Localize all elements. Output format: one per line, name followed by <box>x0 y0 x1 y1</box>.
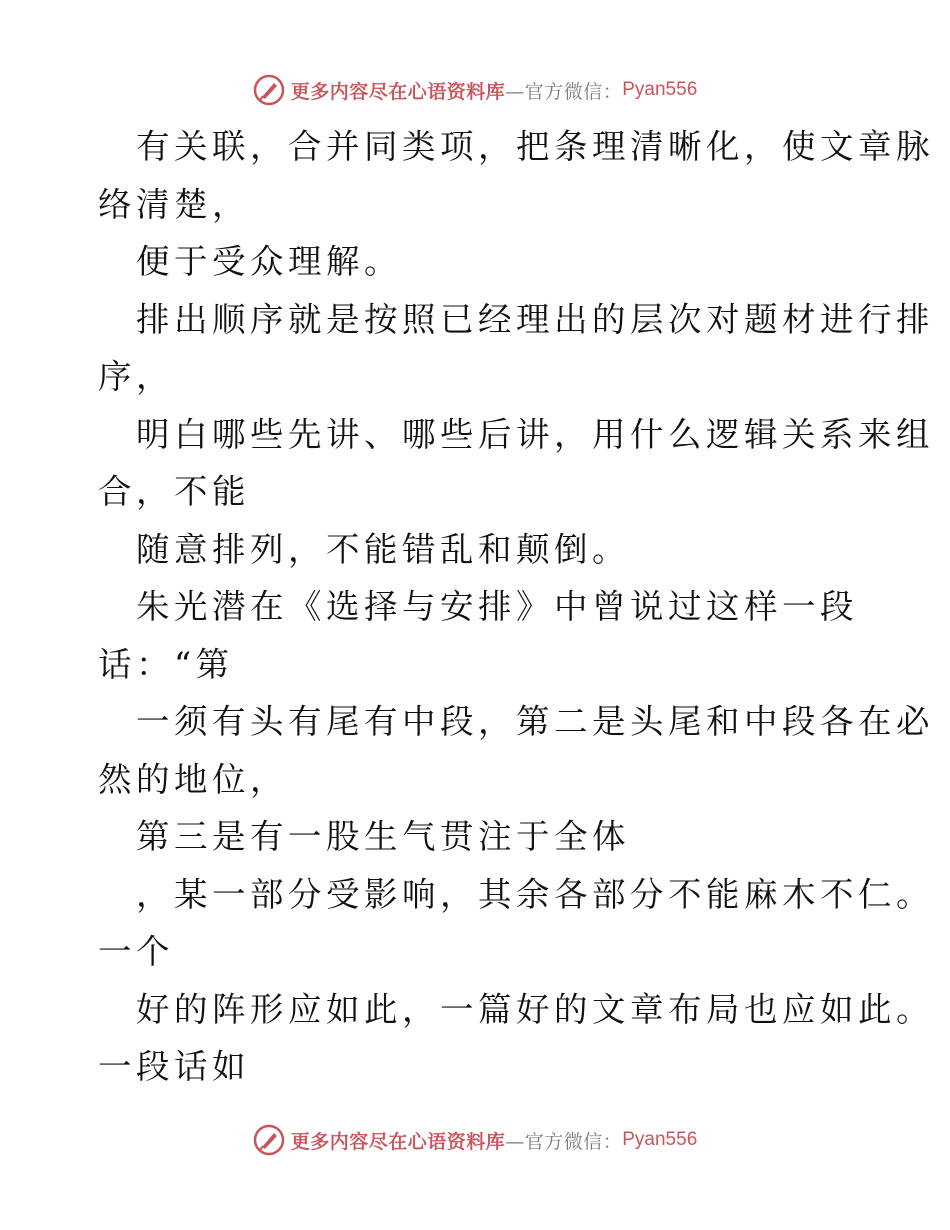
watermark-official-label: —官方微信： <box>505 1130 623 1153</box>
body-line: 排出顺序就是按照已经理出的层次对题材进行排 <box>136 299 934 339</box>
body-line: 第三是有一股生气贯注于全体 <box>136 817 630 856</box>
header-watermark-banner <box>0 70 950 110</box>
body-line: 络清楚， <box>98 184 250 224</box>
body-line: 好的阵形应如此，一篇好的文章布局也应如此。 <box>136 989 934 1029</box>
quill-pen-seal-icon <box>253 1124 285 1156</box>
document-body <box>98 118 934 1096</box>
body-line: ，某一部分受影响，其余各部分不能麻木不仁。 <box>136 874 934 914</box>
body-line: 便于受众理解。 <box>136 242 402 281</box>
body-line: 一段话如 <box>98 1047 250 1086</box>
body-line: 序， <box>98 357 174 396</box>
footer-watermark-banner <box>0 1120 950 1160</box>
watermark-wechat-id: Pyan556 <box>622 79 698 100</box>
body-line: 明白哪些先讲、哪些后讲，用什么逻辑关系来组 <box>136 414 934 454</box>
body-line: 有关联，合并同类项，把条理清晰化，使文章脉 <box>136 127 934 166</box>
quill-pen-seal-icon <box>253 74 285 106</box>
body-line: 话：“第 <box>98 644 234 684</box>
watermark-brand-text: 更多内容尽在心语资料库 <box>290 80 506 103</box>
watermark-official-label: —官方微信： <box>505 80 623 103</box>
body-line: 一须有头有尾有中段，第二是头尾和中段各在必 <box>136 702 934 741</box>
watermark-brand-text: 更多内容尽在心语资料库 <box>290 1130 506 1153</box>
body-line: 合，不能 <box>98 472 250 511</box>
body-line: 朱光潜在《选择与安排》中曾说过这样一段 <box>136 587 858 626</box>
body-line: 一个 <box>98 932 174 971</box>
body-line: 随意排列，不能错乱和颠倒。 <box>136 529 630 569</box>
watermark-wechat-id: Pyan556 <box>622 1129 698 1150</box>
body-line: 然的地位， <box>98 759 288 799</box>
